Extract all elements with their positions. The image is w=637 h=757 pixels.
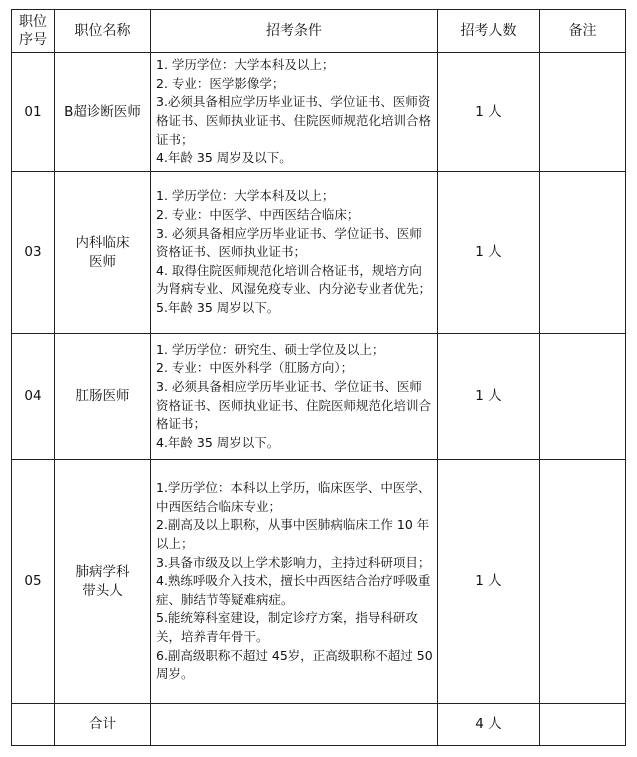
condition-line: 4. 取得住院医师规范化培训合格证书，规培方向为肾病专业、风湿免疫专业、内分泌专业者优先； [156,262,432,297]
condition-line: 1. 学历学位：大学本科及以上； [156,57,335,73]
table-row [12,334,626,460]
cell-notes [540,460,626,704]
condition-line: 3.必须具备相应学历毕业证书、学位证书、医师资格证书、医师执业证书、住院医师规范化培训合格证书； [156,94,432,147]
condition-line: 1.学历学位：本科以上学历，临床医学、中医学、中西医结合临床专业； [156,480,431,514]
condition-line: 5.年龄 35 周岁以下。 [156,299,280,315]
cell-notes [540,334,626,460]
table-row [12,53,626,172]
condition-line: 3.具备市级及以上学术影响力，主持过科研项目； [156,554,431,570]
cell-conditions [151,172,438,334]
condition-line: 2. 专业：中医外科学（肛肠方向）； [156,360,354,376]
table-row [12,172,626,334]
condition-line: 4.熟练呼吸介入技术，擅长中西医结合治疗呼吸重症、肺结节等疑难病症。 [156,573,431,607]
condition-line: 3. 必须具备相应学历毕业证书、学位证书、医师资格证书、医师执业证书； [156,225,422,260]
total-seq [12,704,55,746]
condition-line: 4.年龄 35 周岁及以下。 [156,150,292,166]
cell-position-name: B超诊断医师 [55,53,151,172]
header-row [12,10,626,53]
cell-count: 1 人 [438,460,540,704]
cell-position-name: 内科临床医师 [55,172,151,334]
header-count: 招考人数 [438,10,540,53]
condition-line: 5.能统筹科室建设，制定诊疗方案，指导科研攻关，培养青年骨干。 [156,610,418,644]
total-conditions [151,704,438,746]
table-row [12,460,626,704]
cell-count: 1 人 [438,334,540,460]
cell-seq: 04 [12,334,55,460]
cell-conditions [151,460,438,704]
cell-seq: 03 [12,172,55,334]
cell-position-name: 肛肠医师 [55,334,151,460]
condition-line: 1. 学历学位：大学本科及以上； [156,188,335,204]
total-count: 4 人 [438,704,540,746]
cell-notes [540,53,626,172]
condition-line: 3. 必须具备相应学历毕业证书、学位证书、医师资格证书、医师执业证书、住院医师规范化培训合格证书； [156,378,432,432]
cell-count: 1 人 [438,172,540,334]
cell-conditions [151,334,438,460]
header-name: 职位名称 [55,10,151,53]
cell-count: 1 人 [438,53,540,172]
condition-line: 4.年龄 35 周岁以下。 [156,434,280,450]
condition-line: 2. 专业：医学影像学； [156,75,285,91]
condition-line: 2.副高及以上职称，从事中医肺病临床工作 10 年以上； [156,517,430,552]
total-label: 合计 [55,704,151,746]
recruitment-table [11,9,626,746]
header-notes: 备注 [540,10,626,53]
condition-line: 2. 专业：中医学、中西医结合临床； [156,207,360,223]
cell-seq: 05 [12,460,55,704]
cell-notes [540,172,626,334]
total-row [12,704,626,746]
condition-line: 1. 学历学位：研究生、硕士学位及以上； [156,341,385,357]
cell-seq: 01 [12,53,55,172]
cell-position-name: 肺病学科带头人 [55,460,151,704]
condition-line: 6.副高级职称不超过 45岁，正高级职称不超过 50周岁。 [156,647,433,682]
cell-conditions [151,53,438,172]
header-conditions: 招考条件 [151,10,438,53]
header-seq: 职位序号 [12,10,55,53]
total-notes [540,704,626,746]
